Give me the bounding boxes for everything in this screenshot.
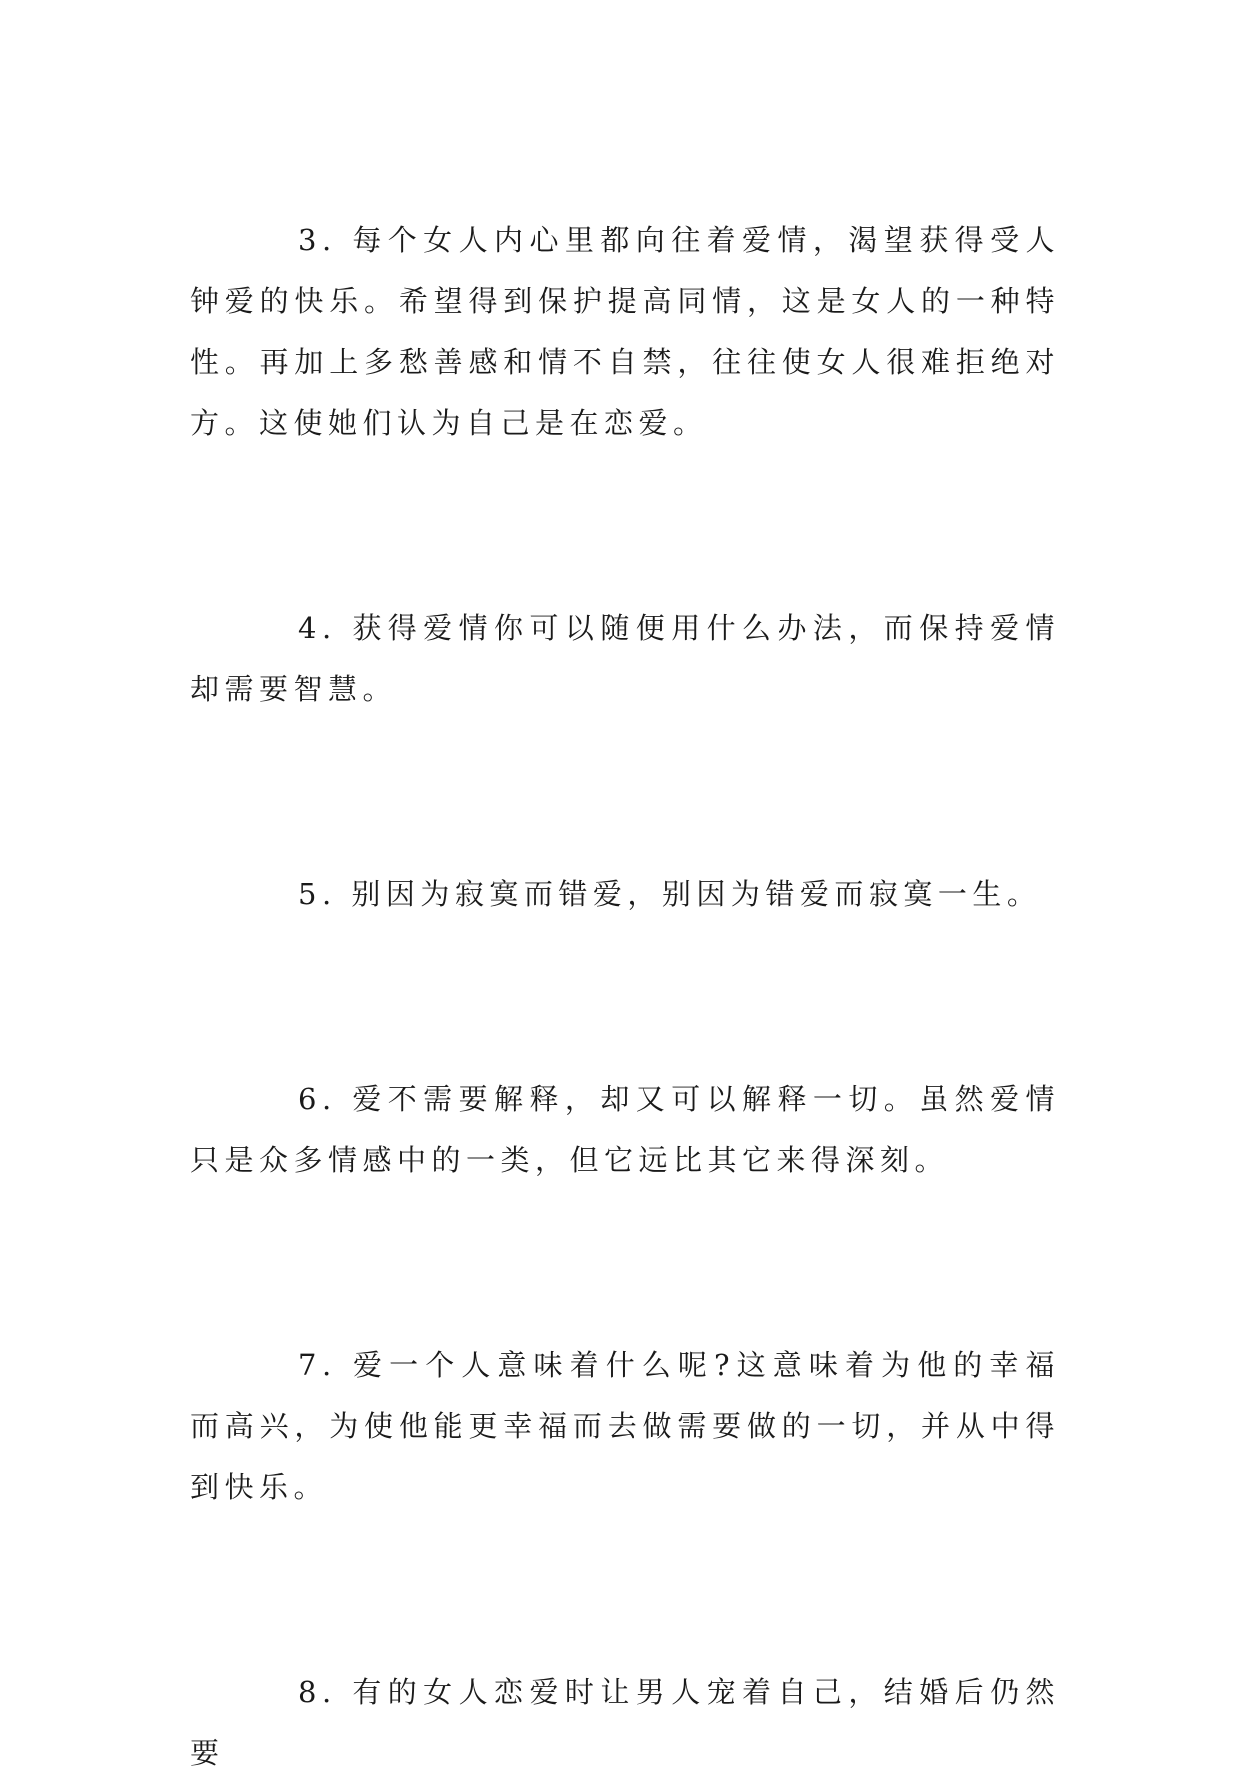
paragraph-3: 3. 每个女人内心里都向往着爱情，渴望获得受人钟爱的快乐。希望得到保护提高同情，这是女人的一种特性。再加上多愁善感和情不自禁，往往使女人很难拒绝对方。这使她们认为自己是在恋爱。 xyxy=(190,223,1060,440)
paragraph-7: 7. 爱一个人意味着什么呢?这意味着为他的幸福而高兴，为使他能更幸福而去做需要做的一切，并从中得到快乐。 xyxy=(190,1348,1060,1504)
document-body xyxy=(190,210,1060,1784)
paragraph-5: 5. 别因为寂寞而错爱，别因为错爱而寂寞一生。 xyxy=(298,877,1042,911)
paragraph-8: 8. 有的女人恋爱时让男人宠着自己，结婚后仍然要 xyxy=(190,1675,1060,1770)
paragraph-6: 6. 爱不需要解释，却又可以解释一切。虽然爱情只是众多情感中的一类，但它远比其它来得深刻。 xyxy=(190,1082,1060,1177)
paragraph-4: 4. 获得爱情你可以随便用什么办法，而保持爱情却需要智慧。 xyxy=(190,611,1060,706)
